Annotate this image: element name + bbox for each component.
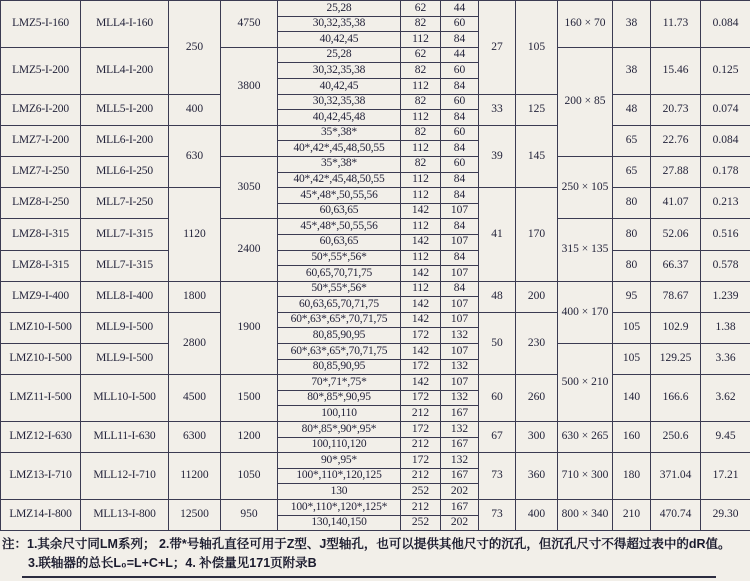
length-l1-cell: 60: [441, 63, 479, 79]
dim-a-cell: 50: [479, 312, 516, 374]
bore-diameter-cell: 45*,48*,50,55,56: [278, 219, 401, 235]
bore-diameter-cell: 40,42,45: [278, 32, 401, 48]
model-lmz-cell: LMZ7-I-200: [1, 125, 81, 156]
model-mll-cell: MLL8-I-400: [81, 281, 169, 312]
length-l1-cell: 44: [441, 47, 479, 63]
length-l-cell: 142: [401, 266, 441, 282]
length-l1-cell: 202: [441, 484, 479, 500]
torque-cell: 4500: [169, 375, 221, 422]
bore-diameter-cell: 50*,55*,56*: [278, 250, 401, 266]
bore-diameter-cell: 35*,38*: [278, 125, 401, 141]
length-l1-cell: 84: [441, 188, 479, 204]
outline-size-cell: 710 × 300: [558, 453, 613, 500]
dr-cell: 105: [613, 312, 651, 343]
table-row: [1, 47, 750, 63]
table-row: [1, 422, 750, 438]
dim-b-cell: 300: [516, 422, 558, 453]
dim-b-cell: 200: [516, 281, 558, 312]
inertia-cell: 1.239: [701, 281, 750, 312]
length-l-cell: 112: [401, 32, 441, 48]
dim-a-cell: 39: [479, 125, 516, 187]
length-l1-cell: 107: [441, 344, 479, 360]
inertia-cell: 0.516: [701, 219, 750, 250]
footnotes: [2, 535, 748, 574]
model-lmz-cell: LMZ8-I-315: [1, 219, 81, 250]
dr-cell: 80: [613, 188, 651, 219]
bore-diameter-cell: 60*,63*,65*,70,71,75: [278, 344, 401, 360]
bore-diameter-cell: 130,140,150: [278, 515, 401, 531]
mass-cell: 78.67: [651, 281, 701, 312]
inertia-cell: 0.125: [701, 47, 750, 94]
mass-cell: 66.37: [651, 250, 701, 281]
model-mll-cell: MLL6-I-200: [81, 125, 169, 156]
length-l-cell: 112: [401, 110, 441, 126]
mass-cell: 371.04: [651, 453, 701, 500]
torque-cell: 6300: [169, 422, 221, 453]
bore-diameter-cell: 40*,42*,45,48,50,55: [278, 172, 401, 188]
mass-cell: 250.6: [651, 422, 701, 453]
speed-cell: 1900: [221, 281, 278, 375]
bore-diameter-cell: 30,32,35,38: [278, 94, 401, 110]
length-l-cell: 112: [401, 188, 441, 204]
outline-size-cell: 400 × 170: [558, 281, 613, 343]
length-l1-cell: 84: [441, 219, 479, 235]
model-lmz-cell: LMZ8-I-315: [1, 250, 81, 281]
bore-diameter-cell: 60*,63*,65*,70,71,75: [278, 312, 401, 328]
model-mll-cell: MLL9-I-500: [81, 344, 169, 375]
table-row: [1, 250, 750, 266]
table-row: [1, 94, 750, 110]
bore-diameter-cell: 70*,71*,75*: [278, 375, 401, 391]
speed-cell: 950: [221, 500, 278, 531]
dr-cell: 95: [613, 281, 651, 312]
model-lmz-cell: LMZ6-I-200: [1, 94, 81, 125]
dim-b-cell: 260: [516, 375, 558, 422]
dim-a-cell: 48: [479, 281, 516, 312]
dr-cell: 38: [613, 1, 651, 48]
speed-cell: 1200: [221, 422, 278, 453]
length-l-cell: 142: [401, 234, 441, 250]
model-lmz-cell: LMZ10-I-500: [1, 312, 81, 343]
outline-size-cell: 630 × 265: [558, 422, 613, 453]
model-mll-cell: MLL4-I-200: [81, 47, 169, 94]
mass-cell: 129.25: [651, 344, 701, 375]
length-l1-cell: 107: [441, 266, 479, 282]
model-lmz-cell: LMZ9-I-400: [1, 281, 81, 312]
model-lmz-cell: LMZ5-I-200: [1, 47, 81, 94]
model-lmz-cell: LMZ7-I-250: [1, 156, 81, 187]
bore-diameter-cell: 60,63,65: [278, 203, 401, 219]
inertia-cell: 1.38: [701, 312, 750, 343]
inertia-cell: 3.62: [701, 375, 750, 422]
table-row: [1, 125, 750, 141]
table-row: [1, 156, 750, 172]
dr-cell: 48: [613, 94, 651, 125]
inertia-cell: 0.084: [701, 1, 750, 48]
table-row: [1, 312, 750, 328]
bore-diameter-cell: 40,42,45: [278, 78, 401, 94]
speed-cell: 3050: [221, 156, 278, 218]
dr-cell: 105: [613, 344, 651, 375]
length-l-cell: 172: [401, 359, 441, 375]
outline-size-cell: 200 × 85: [558, 47, 613, 156]
length-l-cell: 142: [401, 312, 441, 328]
length-l-cell: 62: [401, 47, 441, 63]
length-l1-cell: 44: [441, 1, 479, 17]
dim-a-cell: 73: [479, 453, 516, 500]
dr-cell: 210: [613, 500, 651, 531]
bore-diameter-cell: 60,65,70,71,75: [278, 266, 401, 282]
dim-b-cell: 230: [516, 312, 558, 374]
dr-cell: 65: [613, 156, 651, 187]
length-l1-cell: 60: [441, 94, 479, 110]
dim-b-cell: 360: [516, 453, 558, 500]
mass-cell: 20.73: [651, 94, 701, 125]
bore-diameter-cell: 100*,110*,120,125: [278, 468, 401, 484]
model-mll-cell: MLL7-I-315: [81, 250, 169, 281]
mass-cell: 27.88: [651, 156, 701, 187]
table-row: [1, 281, 750, 297]
table-row: [1, 188, 750, 204]
model-mll-cell: MLL13-I-800: [81, 500, 169, 531]
length-l1-cell: 132: [441, 328, 479, 344]
bore-diameter-cell: 100,110: [278, 406, 401, 422]
length-l1-cell: 84: [441, 141, 479, 157]
dim-a-cell: 27: [479, 1, 516, 95]
bore-diameter-cell: 30,32,35,38: [278, 16, 401, 32]
bore-diameter-cell: 35*,38*: [278, 156, 401, 172]
length-l1-cell: 60: [441, 125, 479, 141]
speed-cell: [221, 125, 278, 156]
length-l-cell: 112: [401, 281, 441, 297]
length-l-cell: 142: [401, 203, 441, 219]
inertia-cell: 0.074: [701, 94, 750, 125]
length-l-cell: 142: [401, 297, 441, 313]
model-lmz-cell: LMZ13-I-710: [1, 453, 81, 500]
length-l1-cell: 60: [441, 156, 479, 172]
dr-cell: 180: [613, 453, 651, 500]
length-l1-cell: 167: [441, 437, 479, 453]
length-l-cell: 82: [401, 16, 441, 32]
speed-cell: 3800: [221, 47, 278, 125]
dr-cell: 38: [613, 47, 651, 94]
length-l-cell: 82: [401, 156, 441, 172]
length-l1-cell: 84: [441, 110, 479, 126]
length-l1-cell: 84: [441, 172, 479, 188]
length-l1-cell: 107: [441, 297, 479, 313]
model-mll-cell: MLL7-I-315: [81, 219, 169, 250]
length-l-cell: 172: [401, 390, 441, 406]
bore-diameter-cell: 80,85,90,95: [278, 328, 401, 344]
length-l-cell: 212: [401, 437, 441, 453]
mass-cell: 52.06: [651, 219, 701, 250]
length-l1-cell: 132: [441, 359, 479, 375]
length-l1-cell: 167: [441, 468, 479, 484]
torque-cell: 1800: [169, 281, 221, 312]
bore-diameter-cell: 50*,55*,56*: [278, 281, 401, 297]
length-l1-cell: 107: [441, 203, 479, 219]
page-bottom-rule: [22, 576, 716, 578]
model-mll-cell: MLL6-I-250: [81, 156, 169, 187]
bore-diameter-cell: 80*,85*,90*,95*: [278, 422, 401, 438]
length-l1-cell: 202: [441, 515, 479, 531]
model-mll-cell: MLL7-I-250: [81, 188, 169, 219]
table-row: [1, 219, 750, 235]
torque-cell: 12500: [169, 500, 221, 531]
mass-cell: 102.9: [651, 312, 701, 343]
bore-diameter-cell: 30,32,35,38: [278, 63, 401, 79]
length-l-cell: 252: [401, 515, 441, 531]
inertia-cell: 29.30: [701, 500, 750, 531]
model-mll-cell: MLL5-I-200: [81, 94, 169, 125]
length-l-cell: 112: [401, 250, 441, 266]
outline-size-cell: 315 × 135: [558, 219, 613, 281]
dr-cell: 140: [613, 375, 651, 422]
speed-cell: 4750: [221, 1, 278, 48]
dim-a-cell: 41: [479, 188, 516, 282]
dim-a-cell: 73: [479, 500, 516, 531]
torque-cell: 250: [169, 1, 221, 95]
dr-cell: 160: [613, 422, 651, 453]
inertia-cell: 3.36: [701, 344, 750, 375]
length-l1-cell: 60: [441, 16, 479, 32]
length-l-cell: 112: [401, 141, 441, 157]
model-mll-cell: MLL4-I-160: [81, 1, 169, 48]
mass-cell: 11.73: [651, 1, 701, 48]
length-l-cell: 142: [401, 375, 441, 391]
length-l-cell: 142: [401, 344, 441, 360]
dim-b-cell: 170: [516, 188, 558, 282]
model-lmz-cell: LMZ8-I-250: [1, 188, 81, 219]
length-l-cell: 172: [401, 328, 441, 344]
length-l1-cell: 84: [441, 32, 479, 48]
outline-size-cell: 500 × 210: [558, 344, 613, 422]
dim-b-cell: 145: [516, 125, 558, 187]
torque-cell: 11200: [169, 453, 221, 500]
length-l-cell: 212: [401, 468, 441, 484]
model-mll-cell: MLL12-I-710: [81, 453, 169, 500]
model-lmz-cell: LMZ5-I-160: [1, 1, 81, 48]
dim-a-cell: 60: [479, 375, 516, 422]
torque-cell: 400: [169, 94, 221, 125]
dim-a-cell: 33: [479, 94, 516, 125]
bore-diameter-cell: 25,28: [278, 47, 401, 63]
bore-diameter-cell: 60,63,65,70,71,75: [278, 297, 401, 313]
table-row: [1, 344, 750, 360]
length-l-cell: 112: [401, 172, 441, 188]
length-l-cell: 112: [401, 219, 441, 235]
dim-b-cell: 105: [516, 1, 558, 95]
table-row: [1, 453, 750, 469]
model-lmz-cell: LMZ12-I-630: [1, 422, 81, 453]
length-l-cell: 172: [401, 422, 441, 438]
bore-diameter-cell: 100*,110*,120*,125*: [278, 500, 401, 516]
length-l1-cell: 132: [441, 453, 479, 469]
length-l-cell: 82: [401, 63, 441, 79]
length-l1-cell: 107: [441, 312, 479, 328]
dim-a-cell: 67: [479, 422, 516, 453]
mass-cell: 470.74: [651, 500, 701, 531]
mass-cell: 41.07: [651, 188, 701, 219]
speed-cell: 2400: [221, 219, 278, 281]
model-mll-cell: MLL10-I-500: [81, 375, 169, 422]
dim-b-cell: 400: [516, 500, 558, 531]
bore-diameter-cell: 100,110,120: [278, 437, 401, 453]
length-l1-cell: 167: [441, 406, 479, 422]
bore-diameter-cell: 80,85,90,95: [278, 359, 401, 375]
speed-cell: 1050: [221, 453, 278, 500]
mass-cell: 166.6: [651, 375, 701, 422]
table-row: [1, 375, 750, 391]
length-l-cell: 212: [401, 406, 441, 422]
model-lmz-cell: LMZ11-I-500: [1, 375, 81, 422]
torque-cell: 630: [169, 125, 221, 187]
inertia-cell: 17.21: [701, 453, 750, 500]
mass-cell: 15.46: [651, 47, 701, 94]
length-l-cell: 82: [401, 125, 441, 141]
inertia-cell: 0.213: [701, 188, 750, 219]
length-l-cell: 62: [401, 1, 441, 17]
length-l-cell: 212: [401, 500, 441, 516]
length-l1-cell: 84: [441, 281, 479, 297]
bore-diameter-cell: 45*,48*,50,55,56: [278, 188, 401, 204]
length-l-cell: 172: [401, 453, 441, 469]
dr-cell: 65: [613, 125, 651, 156]
length-l1-cell: 107: [441, 375, 479, 391]
torque-cell: 2800: [169, 312, 221, 374]
length-l1-cell: 84: [441, 250, 479, 266]
speed-cell: 1500: [221, 375, 278, 422]
length-l1-cell: 167: [441, 500, 479, 516]
outline-size-cell: 250 × 105: [558, 156, 613, 218]
outline-size-cell: 160 × 70: [558, 1, 613, 48]
footnote-line-1: 注：1.其余尺寸同LM系列； 2.带*号轴孔直径可用于Z型、J型轴孔，也可以提供其他尺寸的沉孔，但沉孔尺寸不得超过表中的dR值。: [2, 537, 731, 551]
inertia-cell: 9.45: [701, 422, 750, 453]
length-l-cell: 252: [401, 484, 441, 500]
bore-diameter-cell: 60,63,65: [278, 234, 401, 250]
inertia-cell: 0.084: [701, 125, 750, 156]
table-row: [1, 500, 750, 516]
mass-cell: 22.76: [651, 125, 701, 156]
model-lmz-cell: LMZ10-I-500: [1, 344, 81, 375]
length-l1-cell: 132: [441, 422, 479, 438]
model-lmz-cell: LMZ14-I-800: [1, 500, 81, 531]
bore-diameter-cell: 25,28: [278, 1, 401, 17]
length-l-cell: 112: [401, 78, 441, 94]
length-l1-cell: 107: [441, 234, 479, 250]
torque-cell: 1120: [169, 188, 221, 282]
bore-diameter-cell: 80*,85*,90,95: [278, 390, 401, 406]
dr-cell: 80: [613, 219, 651, 250]
inertia-cell: 0.578: [701, 250, 750, 281]
outline-size-cell: 800 × 340: [558, 500, 613, 531]
inertia-cell: 0.178: [701, 156, 750, 187]
table-row: [1, 1, 750, 17]
dim-b-cell: 125: [516, 94, 558, 125]
bore-diameter-cell: 130: [278, 484, 401, 500]
model-mll-cell: MLL11-I-630: [81, 422, 169, 453]
length-l-cell: 82: [401, 94, 441, 110]
length-l1-cell: 84: [441, 78, 479, 94]
bore-diameter-cell: 90*,95*: [278, 453, 401, 469]
model-mll-cell: MLL9-I-500: [81, 312, 169, 343]
footnote-line-2: 3.联轴器的总长L₀=L+C+L；4. 补偿量见171页附录B: [28, 556, 317, 571]
dr-cell: 80: [613, 250, 651, 281]
length-l1-cell: 132: [441, 390, 479, 406]
bore-diameter-cell: 40,42,45,48: [278, 110, 401, 126]
bore-diameter-cell: 40*,42*,45,48,50,55: [278, 141, 401, 157]
